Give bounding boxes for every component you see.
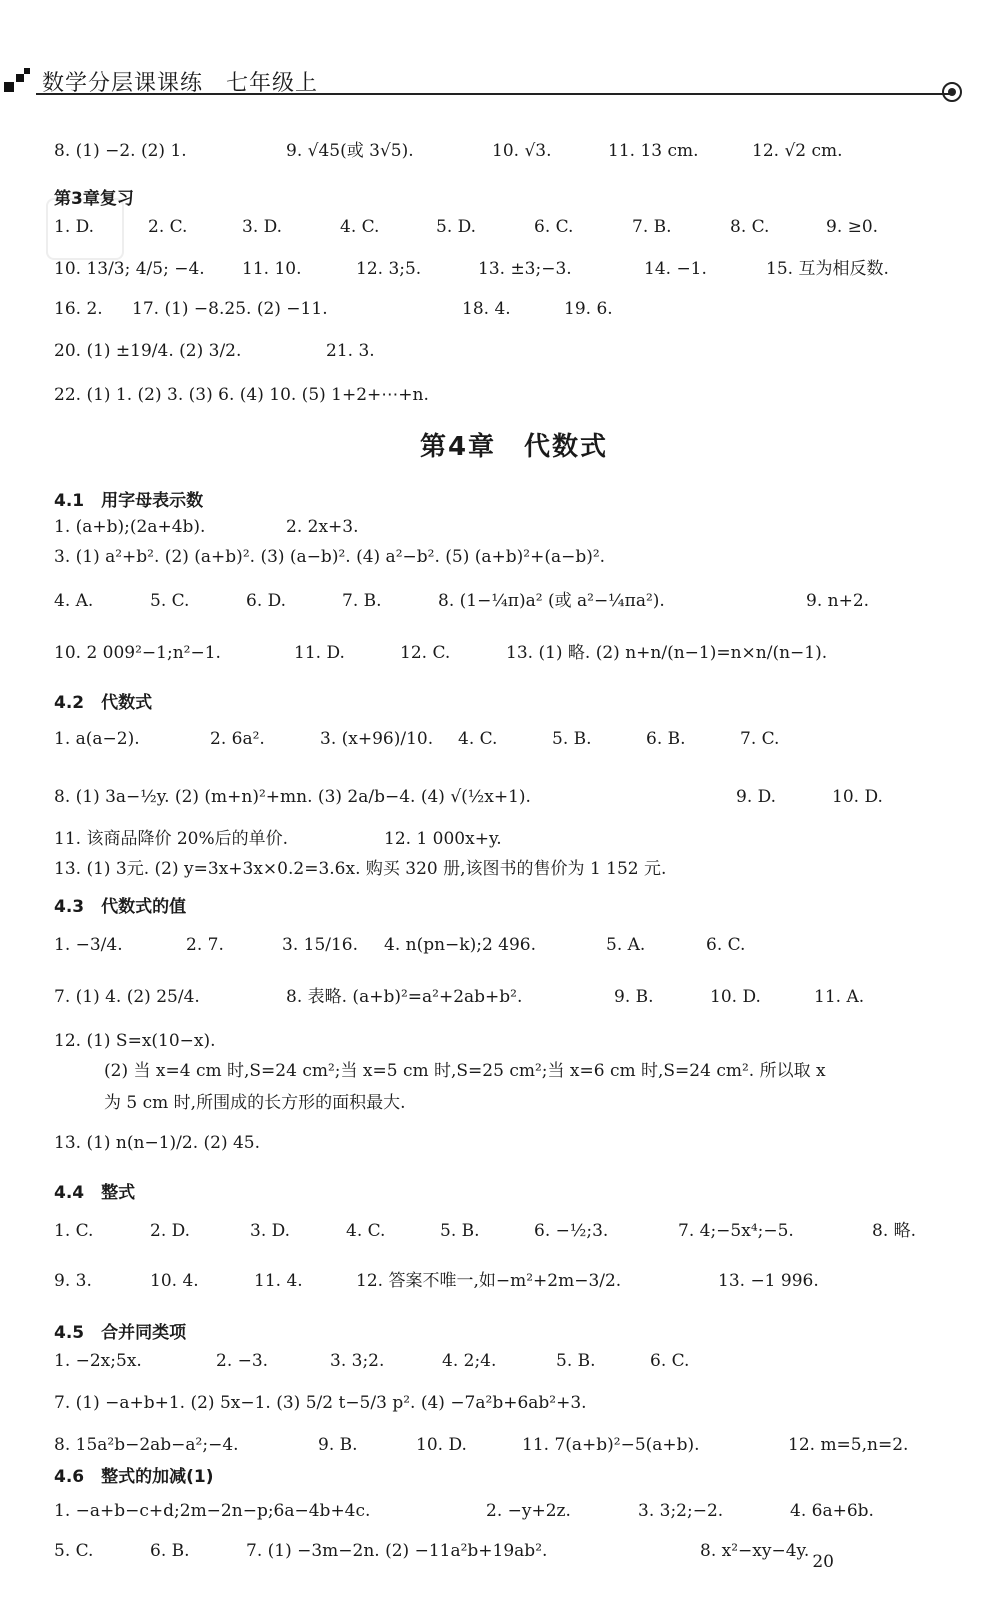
answer-item: 5. C. bbox=[54, 1541, 94, 1561]
chapter-title: 第4章 代数式 bbox=[419, 432, 609, 462]
answer-item: 7. C. bbox=[740, 729, 780, 749]
section-heading: 第3章复习 bbox=[54, 189, 134, 209]
answer-item: 8. (1) 3a−½y. (2) (m+n)²+mn. (3) 2a/b−4. (4) √(½x+1). bbox=[54, 787, 531, 807]
answer-item: 13. −1 996. bbox=[718, 1271, 819, 1291]
answer-item: 4. n(pn−k);2 496. bbox=[384, 935, 537, 955]
section-heading: 4.5 合并同类项 bbox=[54, 1323, 187, 1343]
corner-mark-icon bbox=[4, 68, 30, 94]
answer-item: 2. −y+2z. bbox=[486, 1501, 571, 1521]
answer-item: 12. 3;5. bbox=[356, 259, 422, 279]
answer-item: 20. (1) ±19/4. (2) 3/2. bbox=[54, 341, 242, 361]
answer-item: 6. D. bbox=[246, 591, 287, 611]
answer-item: 为 5 cm 时,所围成的长方形的面积最大. bbox=[104, 1093, 406, 1113]
page-header bbox=[0, 60, 996, 100]
answer-item: 11. 13 cm. bbox=[608, 141, 699, 161]
answer-item: (2) 当 x=4 cm 时,S=24 cm²;当 x=5 cm 时,S=25 cm²;当 x=6 cm 时,S=24 cm². 所以取 x bbox=[104, 1061, 826, 1081]
answer-item: 9. B. bbox=[318, 1435, 358, 1455]
answer-item: 2. D. bbox=[150, 1221, 191, 1241]
answer-item: 1. −2x;5x. bbox=[54, 1351, 142, 1371]
answer-item: 1. C. bbox=[54, 1221, 94, 1241]
answer-item: 5. B. bbox=[440, 1221, 480, 1241]
answer-item: 2. 6a². bbox=[210, 729, 265, 749]
answer-item: 10. D. bbox=[416, 1435, 467, 1455]
answer-item: 10. D. bbox=[832, 787, 883, 807]
answer-item: 4. 2;4. bbox=[442, 1351, 497, 1371]
answer-item: 1. −a+b−c+d;2m−2n−p;6a−4b+4c. bbox=[54, 1501, 371, 1521]
answer-item: 5. A. bbox=[606, 935, 646, 955]
answer-item: 3. D. bbox=[242, 217, 283, 237]
answer-item: 3. (1) a²+b². (2) (a+b)². (3) (a−b)². (4) a²−b². (5) (a+b)²+(a−b)². bbox=[54, 547, 606, 567]
answer-item: 1. −3/4. bbox=[54, 935, 123, 955]
section-heading: 4.4 整式 bbox=[54, 1183, 136, 1203]
answer-item: 5. B. bbox=[552, 729, 592, 749]
answer-item: 3. (x+96)/10. bbox=[320, 729, 434, 749]
answer-item: 10. 4. bbox=[150, 1271, 199, 1291]
answer-item: 4. A. bbox=[54, 591, 94, 611]
answer-item: 16. 2. bbox=[54, 299, 103, 319]
answer-item: 18. 4. bbox=[462, 299, 511, 319]
answer-item: 12. (1) S=x(10−x). bbox=[54, 1031, 216, 1051]
answer-item: 2. −3. bbox=[216, 1351, 269, 1371]
answer-item: 7. (1) 4. (2) 25/4. bbox=[54, 987, 200, 1007]
answer-item: 14. −1. bbox=[644, 259, 707, 279]
answer-item: 2. C. bbox=[148, 217, 188, 237]
answer-item: 7. B. bbox=[632, 217, 672, 237]
header-rule bbox=[36, 93, 954, 95]
answer-item: 7. (1) −3m−2n. (2) −11a²b+19ab². bbox=[246, 1541, 548, 1561]
answer-item: 9. B. bbox=[614, 987, 654, 1007]
answer-item: 6. C. bbox=[534, 217, 574, 237]
answer-item: 4. C. bbox=[346, 1221, 386, 1241]
answer-item: 13. (1) 3元. (2) y=3x+3x×0.2=3.6x. 购买 320 册,该图书的售价为 1 152 元. bbox=[54, 859, 667, 879]
answer-item: 11. 4. bbox=[254, 1271, 303, 1291]
answer-item: 12. 答案不唯一,如−m²+2m−3/2. bbox=[356, 1271, 622, 1291]
answer-item: 6. C. bbox=[706, 935, 746, 955]
answer-item: 21. 3. bbox=[326, 341, 375, 361]
section-heading: 4.2 代数式 bbox=[54, 693, 153, 713]
answer-item: 11. A. bbox=[814, 987, 865, 1007]
answer-item: 3. 15/16. bbox=[282, 935, 359, 955]
answer-item: 7. (1) −a+b+1. (2) 5x−1. (3) 5/2 t−5/3 p². (4) −7a²b+6ab²+3. bbox=[54, 1393, 587, 1413]
answer-item: 2. 7. bbox=[186, 935, 224, 955]
answer-item: 22. (1) 1. (2) 3. (3) 6. (4) 10. (5) 1+2+⋯+n. bbox=[54, 385, 429, 405]
answer-item: 8. (1−¼π)a² (或 a²−¼πa²). bbox=[438, 591, 665, 611]
answer-item: 19. 6. bbox=[564, 299, 613, 319]
answer-item: 4. C. bbox=[340, 217, 380, 237]
answer-item: 5. C. bbox=[150, 591, 190, 611]
answer-item: 7. B. bbox=[342, 591, 382, 611]
answer-item: 12. √2 cm. bbox=[752, 141, 843, 161]
answer-item: 3. 3;2. bbox=[330, 1351, 385, 1371]
answer-item: 5. D. bbox=[436, 217, 477, 237]
answer-item: 2. 2x+3. bbox=[286, 517, 359, 537]
answer-item: 12. m=5,n=2. bbox=[788, 1435, 909, 1455]
answer-item: 1. D. bbox=[54, 217, 95, 237]
answer-item: 10. D. bbox=[710, 987, 761, 1007]
answer-item: 1. (a+b);(2a+4b). bbox=[54, 517, 206, 537]
answer-item: 11. 该商品降价 20%后的单价. bbox=[54, 829, 289, 849]
answer-item: 6. −½;3. bbox=[534, 1221, 609, 1241]
answer-item: 11. 7(a+b)²−5(a+b). bbox=[522, 1435, 700, 1455]
answer-item: 13. ±3;−3. bbox=[478, 259, 572, 279]
answer-item: 9. 3. bbox=[54, 1271, 92, 1291]
answer-item: 3. 3;2;−2. bbox=[638, 1501, 724, 1521]
answer-item: 4. C. bbox=[458, 729, 498, 749]
answer-item: 8. (1) −2. (2) 1. bbox=[54, 141, 187, 161]
answer-item: 13. (1) 略. (2) n+n/(n−1)=n×n/(n−1). bbox=[506, 643, 828, 663]
answer-item: 6. B. bbox=[150, 1541, 190, 1561]
answer-item: 11. 10. bbox=[242, 259, 302, 279]
section-heading: 4.3 代数式的值 bbox=[54, 897, 187, 917]
target-circle-icon bbox=[942, 82, 962, 102]
answer-item: 6. C. bbox=[650, 1351, 690, 1371]
answer-item: 1. a(a−2). bbox=[54, 729, 140, 749]
answer-item: 7. 4;−5x⁴;−5. bbox=[678, 1221, 794, 1241]
answer-item: 12. 1 000x+y. bbox=[384, 829, 502, 849]
page-number: 20 bbox=[812, 1552, 834, 1572]
answer-item: 8. 15a²b−2ab−a²;−4. bbox=[54, 1435, 239, 1455]
answer-item: 10. 2 009²−1;n²−1. bbox=[54, 643, 221, 663]
answer-item: 8. x²−xy−4y. bbox=[700, 1541, 810, 1561]
answer-item: 3. D. bbox=[250, 1221, 291, 1241]
answer-item: 8. 略. bbox=[872, 1221, 917, 1241]
answer-item: 12. C. bbox=[400, 643, 451, 663]
answer-item: 10. √3. bbox=[492, 141, 552, 161]
answer-item: 9. n+2. bbox=[806, 591, 870, 611]
answer-item: 11. D. bbox=[294, 643, 345, 663]
answer-item: 13. (1) n(n−1)/2. (2) 45. bbox=[54, 1133, 261, 1153]
answer-item: 9. ≥0. bbox=[826, 217, 879, 237]
answer-item: 9. D. bbox=[736, 787, 777, 807]
answer-item: 9. √45(或 3√5). bbox=[286, 141, 414, 161]
answer-item: 17. (1) −8.25. (2) −11. bbox=[132, 299, 328, 319]
answer-item: 8. 表略. (a+b)²=a²+2ab+b². bbox=[286, 987, 523, 1007]
answer-item: 4. 6a+6b. bbox=[790, 1501, 874, 1521]
header-title: 数学分层课课练 七年级上 bbox=[42, 71, 319, 96]
answer-item: 6. B. bbox=[646, 729, 686, 749]
answer-item: 8. C. bbox=[730, 217, 770, 237]
answer-item: 5. B. bbox=[556, 1351, 596, 1371]
section-heading: 4.1 用字母表示数 bbox=[54, 491, 204, 511]
answer-item: 15. 互为相反数. bbox=[766, 259, 889, 279]
answer-item: 10. 13/3; 4/5; −4. bbox=[54, 259, 205, 279]
section-heading: 4.6 整式的加减(1) bbox=[54, 1467, 214, 1487]
